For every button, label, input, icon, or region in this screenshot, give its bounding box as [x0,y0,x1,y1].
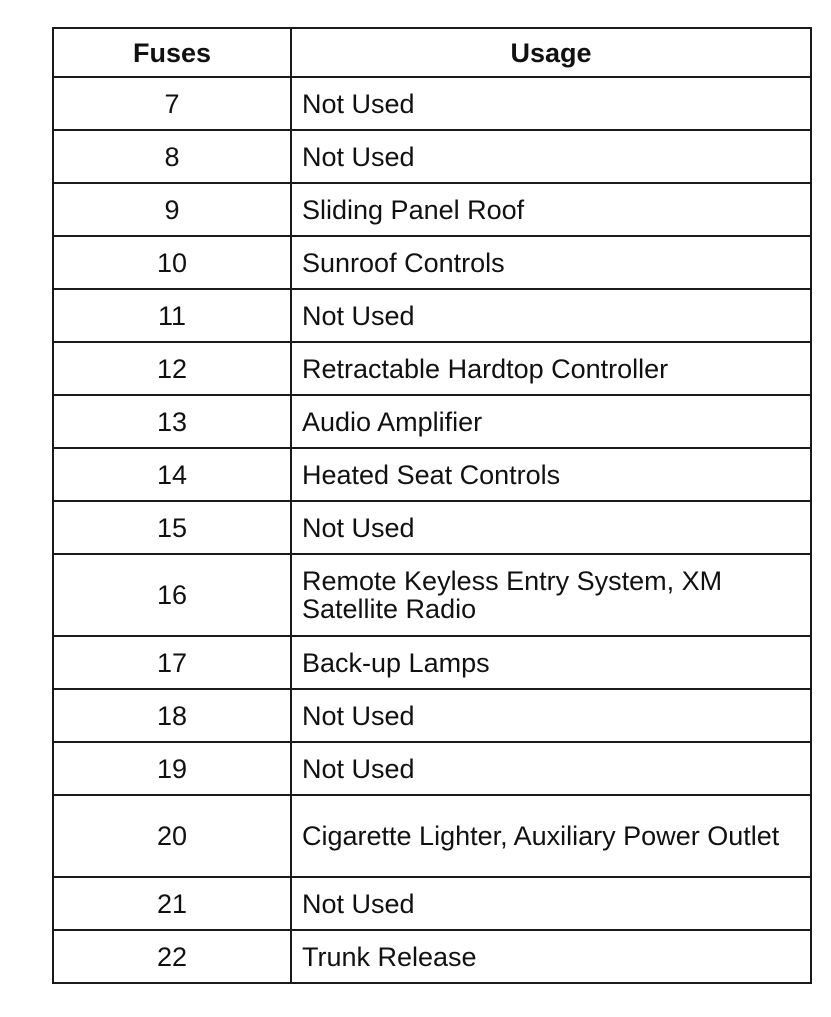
fuse-number: 13 [53,395,291,448]
fuse-usage: Retractable Hardtop Controller [291,342,811,395]
table-row [53,77,811,130]
fuse-usage: Cigarette Lighter, Auxiliary Power Outlet [291,795,811,877]
table-row [53,877,811,930]
fuse-usage: Sunroof Controls [291,236,811,289]
fuse-number: 21 [53,877,291,930]
fuse-number: 10 [53,236,291,289]
table-header [53,28,811,77]
table-row [53,289,811,342]
fuse-number: 7 [53,77,291,130]
fuse-usage: Back-up Lamps [291,636,811,689]
fuse-number: 8 [53,130,291,183]
fuse-usage: Not Used [291,742,811,795]
fuse-number: 18 [53,689,291,742]
fuse-number: 20 [53,795,291,877]
fuse-usage: Audio Amplifier [291,395,811,448]
header-usage: Usage [291,28,811,77]
fuse-table [52,27,812,984]
table-row [53,130,811,183]
table-row [53,742,811,795]
fuse-number: 19 [53,742,291,795]
table-body [53,77,811,983]
table-row [53,930,811,983]
fuse-usage: Remote Keyless Entry System, XM Satellite Radio [291,554,811,636]
fuse-usage: Not Used [291,689,811,742]
table-row [53,501,811,554]
fuse-number: 11 [53,289,291,342]
header-row [53,28,811,77]
fuse-usage: Sliding Panel Roof [291,183,811,236]
fuse-number: 15 [53,501,291,554]
fuse-number: 22 [53,930,291,983]
fuse-number: 12 [53,342,291,395]
table-row [53,236,811,289]
fuse-number: 17 [53,636,291,689]
table-row [53,795,811,877]
fuse-number: 16 [53,554,291,636]
table-row [53,395,811,448]
fuse-usage: Not Used [291,130,811,183]
fuse-usage: Trunk Release [291,930,811,983]
table-row [53,636,811,689]
table-row [53,342,811,395]
fuse-number: 9 [53,183,291,236]
table-row [53,183,811,236]
table-row [53,689,811,742]
table-row [53,448,811,501]
fuse-usage: Not Used [291,289,811,342]
fuse-usage: Not Used [291,77,811,130]
fuse-usage: Not Used [291,501,811,554]
table-row [53,554,811,636]
fuse-number: 14 [53,448,291,501]
fuse-usage: Heated Seat Controls [291,448,811,501]
header-fuses: Fuses [53,28,291,77]
fuse-usage: Not Used [291,877,811,930]
